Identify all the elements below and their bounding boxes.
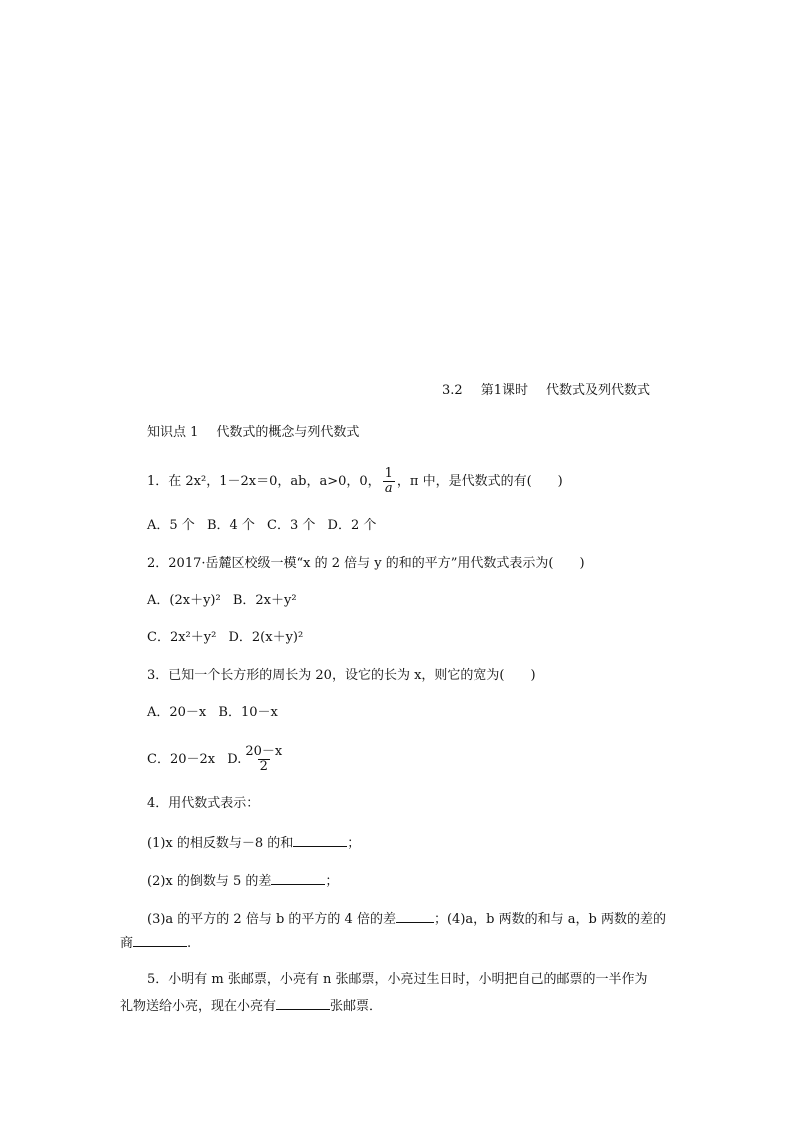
fraction-denominator: a xyxy=(384,481,393,496)
question-number: 5． xyxy=(147,972,169,987)
fraction-numerator: 20－x xyxy=(245,744,283,759)
question-3-options-row-1 xyxy=(147,705,278,721)
question-4-stem xyxy=(147,796,259,812)
option-a: A．20－x xyxy=(147,705,207,720)
question-number: 3． xyxy=(147,668,169,683)
question-2-options-row-1 xyxy=(147,593,297,609)
part-text: (4)a，b 两数的和与 a，b 两数的差的 xyxy=(446,912,666,927)
option-d: D．2 个 xyxy=(327,518,377,533)
question-text: 小明有 m 张邮票，小亮有 n 张邮票，小亮过生日时，小明把自己的邮票的一半作为 xyxy=(168,972,648,987)
question-number: 1． xyxy=(147,474,169,489)
question-4-part-1 xyxy=(147,834,360,852)
question-4-part-4-continued xyxy=(120,934,191,952)
fraction-numerator: 1 xyxy=(384,466,393,481)
option-c: C．2x²＋y² xyxy=(147,630,217,645)
question-3-stem xyxy=(147,668,536,684)
question-5-line-1 xyxy=(147,972,648,988)
option-a: A．(2x＋y)² xyxy=(147,593,221,608)
question-2-options-row-2 xyxy=(147,630,303,646)
knowledge-point-heading xyxy=(147,425,359,441)
knowledge-point-label: 知识点 1 xyxy=(147,425,199,440)
lesson-header xyxy=(442,383,650,399)
section-number: 3.2 xyxy=(442,383,463,398)
question-text: 用代数式表示： xyxy=(168,796,260,811)
semicolon: ； xyxy=(433,912,447,927)
question-4-part-3 xyxy=(147,910,666,928)
question-text: 礼物送给小亮，现在小亮有 xyxy=(120,999,277,1014)
question-2-stem xyxy=(147,556,585,572)
question-5-line-2 xyxy=(120,997,382,1015)
question-1-options xyxy=(147,518,376,534)
option-c: C．3 个 xyxy=(267,518,316,533)
question-4-part-2 xyxy=(147,872,338,890)
option-c: C．20－2x xyxy=(147,752,216,767)
question-1-stem xyxy=(147,467,563,496)
semicolon: ； xyxy=(325,874,339,889)
question-text: 张邮票． xyxy=(330,999,383,1014)
question-number: 2． xyxy=(147,556,169,571)
option-b: B．10－x xyxy=(218,705,278,720)
option-d: D．2(x＋y)² xyxy=(228,630,304,645)
lesson-number: 第1课时 xyxy=(480,383,528,398)
answer-blank[interactable] xyxy=(396,910,434,923)
option-d-label: D. xyxy=(227,752,242,767)
part-text: (1)x 的相反数与－8 的和 xyxy=(147,836,294,851)
answer-blank[interactable] xyxy=(293,834,347,847)
fraction xyxy=(383,467,395,496)
question-text: 2017·岳麓区校级一模“x 的 2 倍与 y 的和的平方”用代数式表示为( ) xyxy=(168,556,585,571)
question-text: 已知一个长方形的周长为 20，设它的长为 x，则它的宽为( ) xyxy=(168,668,536,683)
part-text: 商 xyxy=(120,936,134,951)
answer-blank[interactable] xyxy=(133,934,187,947)
fraction-denominator: 2 xyxy=(259,759,268,774)
option-b: B．4 个 xyxy=(206,518,255,533)
answer-blank[interactable] xyxy=(276,997,330,1010)
question-text: 在 2x²，1－2x＝0，ab，a>0，0， xyxy=(168,474,381,489)
question-number: 4． xyxy=(147,796,169,811)
period: . xyxy=(187,936,192,951)
part-text: (3)a 的平方的 2 倍与 b 的平方的 4 倍的差 xyxy=(147,912,396,927)
option-a: A．5 个 xyxy=(147,518,195,533)
answer-blank[interactable] xyxy=(271,872,325,885)
question-text: ，π 中，是代数式的有( ) xyxy=(396,474,563,489)
page-title: 代数式及列代数式 xyxy=(545,383,650,398)
option-b: B．2x＋y² xyxy=(232,593,297,608)
knowledge-point-title: 代数式的概念与列代数式 xyxy=(216,425,360,440)
part-text: (2)x 的倒数与 5 的差 xyxy=(147,874,272,889)
semicolon: ； xyxy=(347,836,361,851)
option-d-fraction xyxy=(243,745,284,774)
question-3-options-row-2 xyxy=(147,745,286,775)
